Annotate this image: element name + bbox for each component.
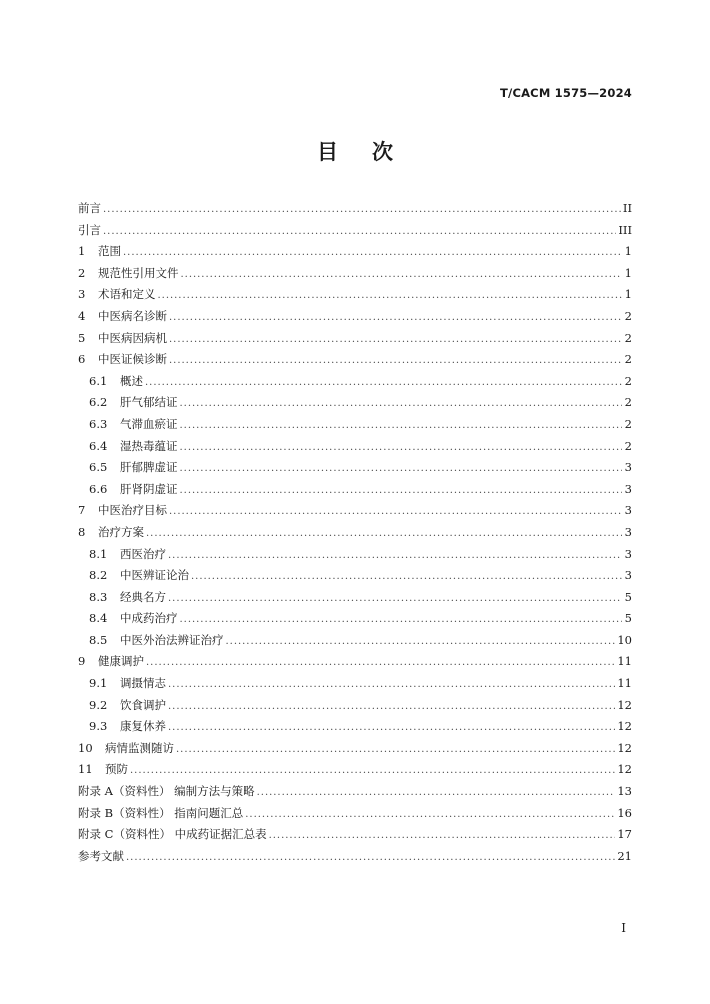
toc-entry-number: 5 — [78, 330, 86, 345]
toc-entry[interactable] — [78, 738, 632, 760]
toc-entry-page: 12 — [617, 719, 632, 734]
toc-entry-number: 9.3 — [89, 719, 108, 734]
toc-dot-leader — [245, 804, 615, 826]
toc-entry[interactable] — [78, 500, 632, 522]
toc-entry-label: 肝郁脾虚证 — [120, 460, 178, 475]
toc-entry-label: 中成药治疗 — [120, 611, 178, 626]
toc-entry-number: 6.2 — [89, 395, 108, 410]
toc-entry[interactable] — [78, 263, 632, 285]
page-title — [0, 136, 710, 166]
toc-entry[interactable] — [78, 371, 632, 393]
toc-entry-label: 西医治疗 — [120, 546, 166, 561]
toc-entry[interactable] — [78, 759, 632, 781]
toc-entry-label: 附录 B（资料性） 指南问题汇总 — [78, 805, 244, 820]
toc-entry-number: 8.2 — [89, 568, 108, 583]
toc-entry[interactable] — [78, 349, 632, 371]
toc-entry-page: 2 — [624, 438, 632, 453]
toc-entry[interactable] — [78, 479, 632, 501]
toc-dot-leader — [180, 437, 623, 459]
toc-entry[interactable] — [78, 544, 632, 566]
toc-entry-label: 概述 — [120, 373, 143, 388]
toc-entry[interactable] — [78, 630, 632, 652]
toc-dot-leader — [169, 501, 622, 523]
toc-entry-number: 8 — [78, 524, 86, 539]
toc-entry-page: 2 — [624, 308, 632, 323]
toc-entry[interactable] — [78, 608, 632, 630]
toc-entry-page: 2 — [624, 395, 632, 410]
toc-dot-leader — [180, 393, 623, 415]
toc-entry-label: 中医外治法辨证治疗 — [120, 632, 224, 647]
toc-entry-number: 9 — [78, 654, 86, 669]
toc-dot-leader — [103, 199, 621, 221]
toc-dot-leader — [169, 350, 622, 372]
document-code: T/CACM 1575—2024 — [500, 86, 632, 100]
toc-entry[interactable] — [78, 457, 632, 479]
toc-dot-leader — [103, 221, 616, 243]
toc-entry-label: 气滞血瘀证 — [120, 416, 178, 431]
toc-entry-page: 10 — [617, 632, 632, 647]
toc-entry-label: 治疗方案 — [98, 524, 144, 539]
toc-dot-leader — [168, 545, 622, 567]
toc-entry-page: 5 — [624, 589, 632, 604]
toc-entry-number: 11 — [78, 762, 93, 777]
toc-entry-label: 中医病名诊断 — [98, 308, 167, 323]
toc-entry-number: 4 — [78, 308, 86, 323]
toc-dot-leader — [169, 307, 622, 329]
toc-entry-page: 3 — [624, 568, 632, 583]
toc-entry[interactable] — [78, 824, 632, 846]
toc-entry-page: 3 — [624, 460, 632, 475]
toc-entry-page: II — [622, 201, 632, 215]
toc-dot-leader — [169, 329, 622, 351]
toc-entry[interactable] — [78, 651, 632, 673]
page-number: I — [621, 921, 626, 935]
toc-dot-leader — [180, 415, 623, 437]
toc-entry[interactable] — [78, 198, 632, 220]
toc-entry-label: 中医证候诊断 — [98, 352, 167, 367]
toc-dot-leader — [158, 285, 623, 307]
toc-dot-leader — [123, 242, 622, 264]
toc-entry[interactable] — [78, 803, 632, 825]
toc-entry[interactable] — [78, 306, 632, 328]
toc-entry-label: 规范性引用文件 — [98, 265, 179, 280]
toc-entry-label: 中医病因病机 — [98, 330, 167, 345]
toc-entry-number: 6.5 — [89, 460, 108, 475]
toc-entry[interactable] — [78, 414, 632, 436]
toc-entry-number: 2 — [78, 265, 86, 280]
toc-dot-leader — [226, 631, 616, 653]
toc-dot-leader — [180, 609, 623, 631]
toc-entry[interactable] — [78, 284, 632, 306]
toc-entry-page: 1 — [624, 244, 632, 259]
toc-dot-leader — [168, 717, 615, 739]
title-char-2: 次 — [372, 140, 393, 164]
toc-dot-leader — [168, 674, 615, 696]
toc-dot-leader — [257, 782, 616, 804]
toc-entry-label: 病情监测随访 — [105, 740, 174, 755]
toc-entry-number: 7 — [78, 503, 86, 518]
toc-entry-page: 13 — [617, 784, 632, 799]
toc-entry-number: 8.1 — [89, 546, 108, 561]
toc-entry-page: 11 — [617, 676, 632, 691]
toc-dot-leader — [191, 566, 622, 588]
toc-entry-page: 16 — [617, 805, 632, 820]
toc-entry-label: 前言 — [78, 201, 101, 215]
toc-dot-leader — [126, 847, 615, 869]
toc-dot-leader — [176, 739, 615, 761]
toc-dot-leader — [181, 264, 623, 286]
toc-entry[interactable] — [78, 220, 632, 242]
toc-entry-label: 康复休养 — [120, 719, 166, 734]
toc-entry-number: 6.4 — [89, 438, 108, 453]
toc-entry-number: 1 — [78, 244, 86, 259]
toc-entry-number: 9.2 — [89, 697, 108, 712]
toc-entry-page: 1 — [624, 265, 632, 280]
toc-entry-page: 12 — [617, 762, 632, 777]
toc-entry-label: 健康调护 — [98, 654, 144, 669]
toc-entry-number: 6.6 — [89, 481, 108, 496]
toc-entry[interactable] — [78, 781, 632, 803]
toc-entry[interactable] — [78, 436, 632, 458]
toc-entry-page: 11 — [617, 654, 632, 669]
toc-entry[interactable] — [78, 522, 632, 544]
toc-entry-number: 8.4 — [89, 611, 108, 626]
toc-entry-page: III — [618, 222, 632, 237]
toc-entry-page: 1 — [624, 287, 632, 302]
toc-entry-label: 附录 C（资料性） 中成药证据汇总表 — [78, 827, 267, 842]
toc-entry[interactable] — [78, 695, 632, 717]
toc-entry-label: 经典名方 — [120, 589, 166, 604]
toc-entry-label: 范围 — [98, 244, 121, 259]
toc-entry-page: 21 — [617, 848, 632, 863]
toc-entry-page: 2 — [624, 373, 632, 388]
toc-entry-page: 3 — [624, 481, 632, 496]
toc-dot-leader — [168, 696, 615, 718]
toc-entry-label: 肝气郁结证 — [120, 395, 178, 410]
toc-entry-number: 6.3 — [89, 416, 108, 431]
toc-entry-label: 饮食调护 — [120, 697, 166, 712]
toc-entry-page: 2 — [624, 330, 632, 345]
toc-entry[interactable] — [78, 328, 632, 350]
toc-entry-label: 附录 A（资料性） 编制方法与策略 — [78, 784, 255, 799]
toc-entry-page: 3 — [624, 524, 632, 539]
toc-entry[interactable] — [78, 587, 632, 609]
toc-entry[interactable] — [78, 673, 632, 695]
toc-entry-label: 湿热毒蕴证 — [120, 438, 178, 453]
toc-entry[interactable] — [78, 241, 632, 263]
toc-entry-page: 2 — [624, 416, 632, 431]
toc-entry-label: 中医治疗目标 — [98, 503, 167, 518]
toc-entry-page: 12 — [617, 697, 632, 712]
toc-entry-label: 预防 — [105, 762, 128, 777]
toc-entry-number: 6.1 — [89, 373, 108, 388]
toc-entry[interactable] — [78, 565, 632, 587]
toc-entry[interactable] — [78, 716, 632, 738]
toc-dot-leader — [146, 652, 615, 674]
toc-dot-leader — [269, 825, 616, 847]
toc-dot-leader — [130, 760, 615, 782]
toc-dot-leader — [168, 588, 622, 610]
toc-entry-label: 参考文献 — [78, 848, 124, 863]
toc-entry-page: 3 — [624, 546, 632, 561]
toc-entry-label: 肝肾阴虚证 — [120, 481, 178, 496]
toc-entry[interactable] — [78, 392, 632, 414]
toc-entry-number: 8.3 — [89, 589, 108, 604]
toc-entry-page: 5 — [624, 611, 632, 626]
title-char-1: 目 — [317, 140, 338, 164]
toc-entry-page: 3 — [624, 503, 632, 518]
toc-entry-number: 6 — [78, 352, 86, 367]
toc-entry-label: 术语和定义 — [98, 287, 156, 302]
toc-dot-leader — [180, 480, 623, 502]
toc-dot-leader — [146, 523, 622, 545]
toc-entry-page: 17 — [617, 827, 632, 842]
toc-entry-number: 3 — [78, 287, 86, 302]
toc-dot-leader — [145, 372, 622, 394]
toc-entry-page: 2 — [624, 352, 632, 367]
toc-entry-label: 引言 — [78, 222, 101, 237]
toc-entry-number: 8.5 — [89, 632, 108, 647]
toc-entry-label: 调摄情志 — [120, 676, 166, 691]
table-of-contents — [78, 198, 632, 867]
toc-entry-page: 12 — [617, 740, 632, 755]
toc-entry-number: 9.1 — [89, 676, 108, 691]
toc-entry-label: 中医辨证论治 — [120, 568, 189, 583]
toc-entry[interactable] — [78, 846, 632, 868]
toc-dot-leader — [180, 458, 623, 480]
toc-entry-number: 10 — [78, 740, 93, 755]
